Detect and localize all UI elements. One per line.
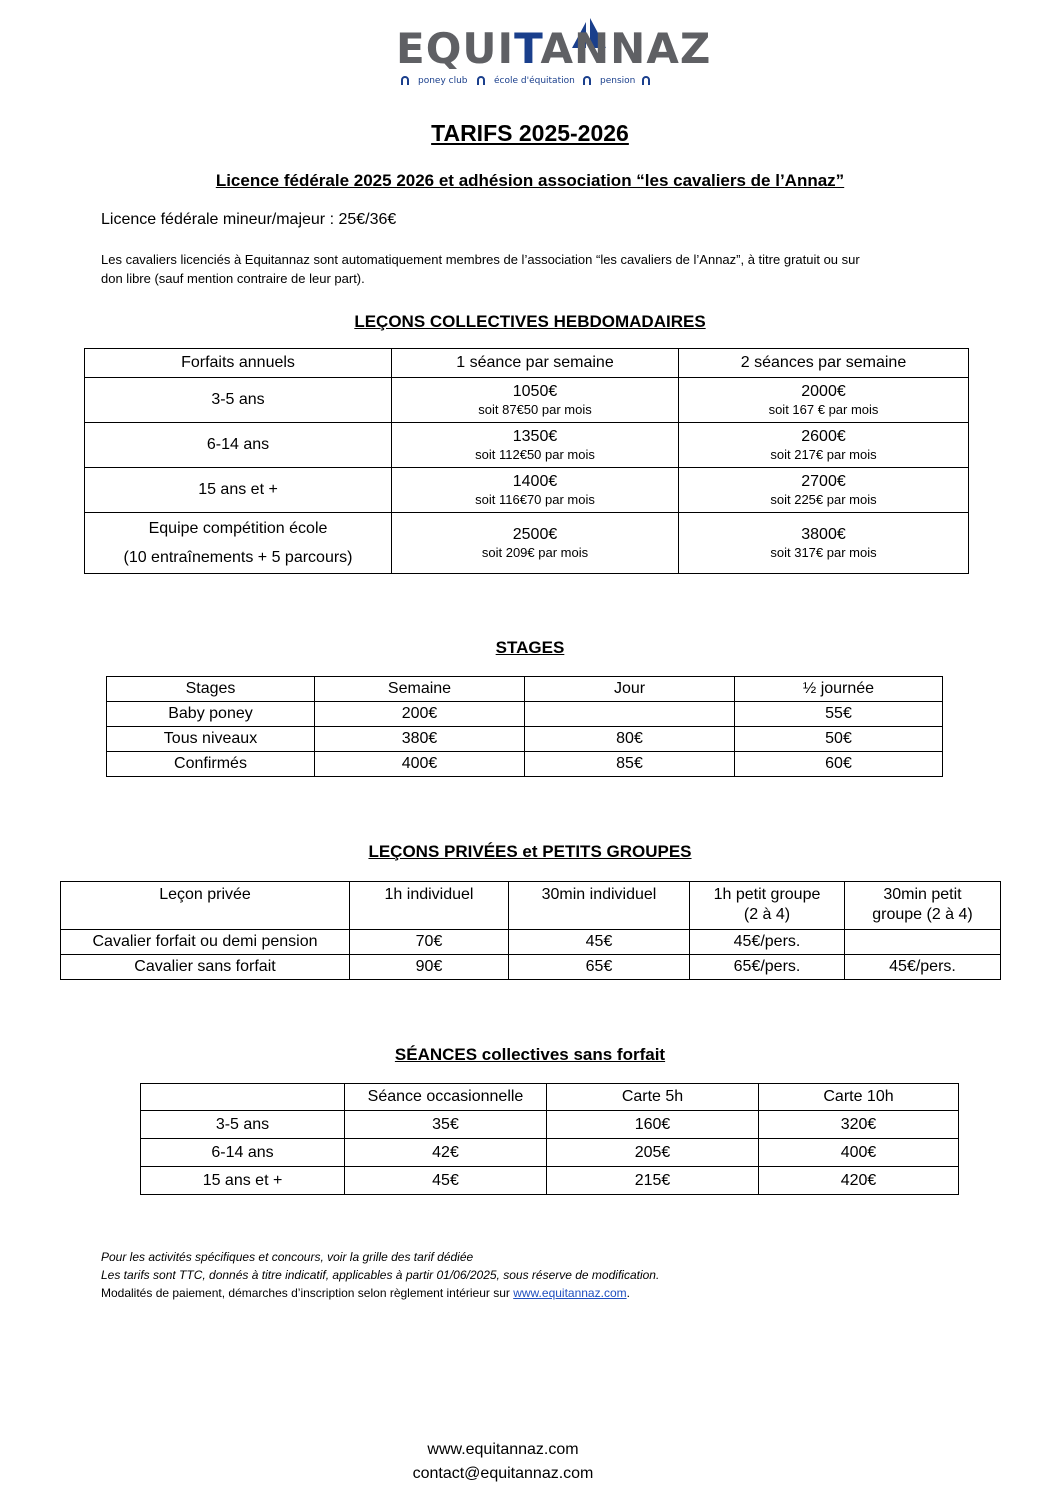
row-label: Cavalier forfait ou demi pension bbox=[61, 930, 350, 955]
price-cell: 2000€ soit 167 € par mois bbox=[679, 378, 969, 423]
table-row bbox=[85, 513, 969, 574]
stages-heading: STAGES bbox=[495, 638, 565, 657]
header-cell: 2 séances par semaine bbox=[679, 349, 969, 378]
price-cell: 400€ bbox=[315, 752, 525, 777]
table-row bbox=[141, 1167, 959, 1195]
header-cell: Jour bbox=[525, 677, 735, 702]
licence-price: Licence fédérale mineur/majeur : 25€/36€ bbox=[101, 211, 397, 228]
header-cell: 30min petit groupe (2 à 4) bbox=[845, 882, 1001, 930]
price-cell: 65€/pers. bbox=[690, 955, 845, 980]
price-cell: 1050€ soit 87€50 par mois bbox=[392, 378, 679, 423]
horseshoe-icon bbox=[476, 75, 486, 86]
table-header-row bbox=[107, 677, 943, 702]
table-header-row bbox=[141, 1084, 959, 1111]
contact-email[interactable]: contact@equitannaz.com bbox=[412, 1465, 594, 1482]
price-cell: 2500€ soit 209€ par mois bbox=[392, 513, 679, 574]
header-cell bbox=[141, 1084, 345, 1111]
row-label: 3-5 ans bbox=[141, 1111, 345, 1139]
price-cell: 90€ bbox=[350, 955, 509, 980]
header-cell: Semaine bbox=[315, 677, 525, 702]
table-header-row bbox=[85, 349, 969, 378]
table-row bbox=[141, 1139, 959, 1167]
licence-heading: Licence fédérale 2025 2026 et adhésion association “les cavaliers de l’Annaz” bbox=[215, 171, 845, 190]
price-cell: 45€ bbox=[509, 930, 690, 955]
price-cell: 42€ bbox=[345, 1139, 547, 1167]
equitannaz-logo bbox=[396, 18, 712, 92]
footnotes bbox=[101, 1248, 981, 1302]
row-label: 15 ans et + bbox=[85, 468, 392, 513]
row-label: 15 ans et + bbox=[141, 1167, 345, 1195]
price-cell: 45€/pers. bbox=[845, 955, 1001, 980]
table-row bbox=[141, 1111, 959, 1139]
logo-wordmark: EQUITANNAZ bbox=[396, 24, 712, 73]
price-cell: 200€ bbox=[315, 702, 525, 727]
price-cell: 45€/pers. bbox=[690, 930, 845, 955]
table-row bbox=[107, 702, 943, 727]
hebdo-heading: LEÇONS COLLECTIVES HEBDOMADAIRES bbox=[354, 312, 706, 331]
stages-table bbox=[106, 676, 943, 777]
price-cell: 55€ bbox=[735, 702, 943, 727]
price-cell: 380€ bbox=[315, 727, 525, 752]
header-cell: 1h individuel bbox=[350, 882, 509, 930]
table-row bbox=[85, 378, 969, 423]
header-cell: 1h petit groupe (2 à 4) bbox=[690, 882, 845, 930]
row-label: Confirmés bbox=[107, 752, 315, 777]
price-cell: 35€ bbox=[345, 1111, 547, 1139]
price-cell: 320€ bbox=[759, 1111, 959, 1139]
header-cell: ½ journée bbox=[735, 677, 943, 702]
seances-heading: SÉANCES collectives sans forfait bbox=[394, 1045, 666, 1064]
header-cell: Stages bbox=[107, 677, 315, 702]
price-cell bbox=[525, 702, 735, 727]
hebdo-table bbox=[84, 348, 969, 574]
footnote-line: Les tarifs sont TTC, donnés à titre indicatif, applicables à partir 01/06/2025, sous réserve de modification. bbox=[101, 1268, 660, 1282]
price-cell: 80€ bbox=[525, 727, 735, 752]
header-cell: Carte 10h bbox=[759, 1084, 959, 1111]
price-cell bbox=[845, 930, 1001, 955]
logo-tagline: poney club école d'équitation pension bbox=[396, 74, 658, 90]
row-label: Cavalier sans forfait bbox=[61, 955, 350, 980]
price-cell: 160€ bbox=[547, 1111, 759, 1139]
price-cell: 3800€ soit 317€ par mois bbox=[679, 513, 969, 574]
contact-website[interactable]: www.equitannaz.com bbox=[427, 1441, 579, 1458]
horseshoe-icon bbox=[641, 75, 651, 86]
table-row bbox=[107, 752, 943, 777]
table-row bbox=[107, 727, 943, 752]
price-cell: 215€ bbox=[547, 1167, 759, 1195]
price-cell: 65€ bbox=[509, 955, 690, 980]
header-cell: Séance occasionnelle bbox=[345, 1084, 547, 1111]
table-row bbox=[85, 468, 969, 513]
row-label: Equipe compétition école (10 entraînements + 5 parcours) bbox=[85, 513, 392, 574]
price-cell: 2600€ soit 217€ par mois bbox=[679, 423, 969, 468]
table-row bbox=[61, 930, 1001, 955]
footnote-line: Pour les activités spécifiques et concours, voir la grille des tarif dédiée bbox=[101, 1250, 474, 1264]
price-cell: 85€ bbox=[525, 752, 735, 777]
price-cell: 1350€ soit 112€50 par mois bbox=[392, 423, 679, 468]
header-cell: Carte 5h bbox=[547, 1084, 759, 1111]
header-cell: Forfaits annuels bbox=[85, 349, 392, 378]
row-label: Tous niveaux bbox=[107, 727, 315, 752]
licence-note: Les cavaliers licenciés à Equitannaz sont automatiquement membres de l’association “les cavaliers de l’Annaz”, à titre gratuit ou sur don libre (sauf mention contraire de leur part). bbox=[101, 252, 860, 286]
price-cell: 45€ bbox=[345, 1167, 547, 1195]
seances-table bbox=[140, 1083, 959, 1195]
header-cell: 30min individuel bbox=[509, 882, 690, 930]
price-cell: 420€ bbox=[759, 1167, 959, 1195]
footnote-line: Modalités de paiement, démarches d’inscription selon règlement intérieur sur www.equitannaz.com. bbox=[101, 1286, 630, 1300]
price-cell: 60€ bbox=[735, 752, 943, 777]
privees-heading: LEÇONS PRIVÉES et PETITS GROUPES bbox=[368, 842, 692, 861]
row-label: 3-5 ans bbox=[85, 378, 392, 423]
header-cell: 1 séance par semaine bbox=[392, 349, 679, 378]
row-label: 6-14 ans bbox=[141, 1139, 345, 1167]
contact-block bbox=[0, 1438, 1006, 1486]
row-label: Baby poney bbox=[107, 702, 315, 727]
row-label: 6-14 ans bbox=[85, 423, 392, 468]
horseshoe-icon bbox=[582, 75, 592, 86]
privees-table bbox=[60, 881, 1001, 980]
price-cell: 70€ bbox=[350, 930, 509, 955]
price-cell: 400€ bbox=[759, 1139, 959, 1167]
price-cell: 205€ bbox=[547, 1139, 759, 1167]
table-row bbox=[85, 423, 969, 468]
price-cell: 2700€ soit 225€ par mois bbox=[679, 468, 969, 513]
horseshoe-icon bbox=[400, 75, 410, 86]
table-row bbox=[61, 955, 1001, 980]
price-cell: 50€ bbox=[735, 727, 943, 752]
page-title: TARIFS 2025-2026 bbox=[431, 120, 629, 146]
website-link[interactable]: www.equitannaz.com bbox=[513, 1286, 627, 1300]
price-cell: 1400€ soit 116€70 par mois bbox=[392, 468, 679, 513]
header-cell: Leçon privée bbox=[61, 882, 350, 930]
table-header-row bbox=[61, 882, 1001, 930]
